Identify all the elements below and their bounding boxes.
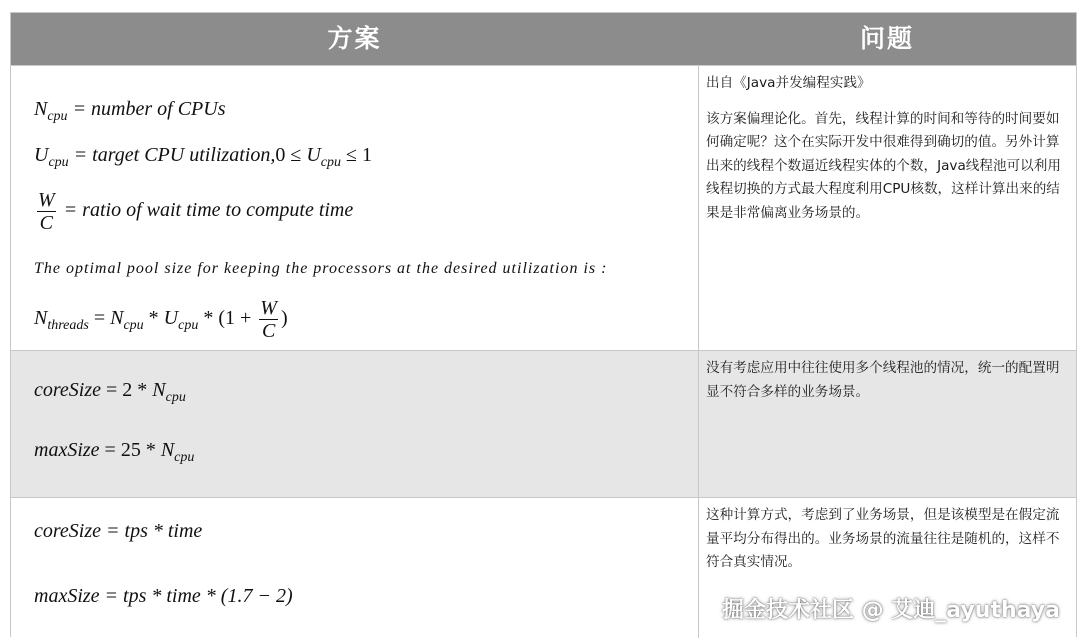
fraction-w-over-c: $\frac{W}{C}$ [260,297,277,342]
header-solution: 方案 [327,24,382,53]
formula-nthreads: $N_{threads} = N_{cpu} * U_{cpu} * (1$ + $\frac{W}{C}$ ) [34,297,288,342]
problem-cell [698,66,1078,350]
source-note: 出自《Java并发编程实践》 [706,75,871,91]
formula-wc-ratio: $\frac{W}{C}$ = ratio of wait time to compute time [38,189,354,234]
solution-cell [11,66,698,350]
table-header [11,13,1076,65]
table-row [11,65,1076,350]
formula-maxsize-tps: maxSize = tps * time * (1.7 − 2) [34,585,293,607]
optimal-pool-sentence: The optimal pool size for keeping the processors at the desired utilization is : [34,260,608,277]
problem-text: 该方案偏理论化。首先，线程计算的时间和等待的时间要如何确定呢？这个在实际开发中很难得到确切的值。另外计算出来的线程个数逼近线程实体的个数，Java线程池可以利用线程切换的方式最大程度利用CPU核数，这样计算出来的结果是非常偏离业务场景的。 [706,110,1061,221]
formula-ncpu: $N_{cpu}$ = number of CPUs [34,98,226,124]
header-problem: 问题 [859,24,914,53]
formula-ucpu: $U_{cpu}$ = target CPU utilization,0 ≤ $U_{cpu} \le 1$ [34,144,372,170]
watermark: 掘金技术社区 @ 艾迪_ayuthaya [721,598,1060,623]
problem-text: 没有考虑应用中往往使用多个线程池的情况，统一的配置明显不符合多样的业务场景。 [706,360,1060,400]
formula-maxsize: maxSize = $25 * N_{cpu}$ [34,439,195,465]
formula-coresize: coreSize = $2 * N_{cpu}$ [34,379,186,405]
comparison-table [10,12,1077,637]
solution-cell [11,351,698,497]
formula-coresize-tps: coreSize = tps * time [34,520,203,542]
problem-cell [698,351,1078,497]
solution-cell [11,498,698,638]
problem-text: 这种计算方式，考虑到了业务场景，但是该模型是在假定流量平均分布得出的。业务场景的流量往往是随机的，这样不符合真实情况。 [706,507,1060,570]
fraction-w-over-c: $\frac{W}{C}$ [38,189,55,234]
table-row [11,350,1076,497]
